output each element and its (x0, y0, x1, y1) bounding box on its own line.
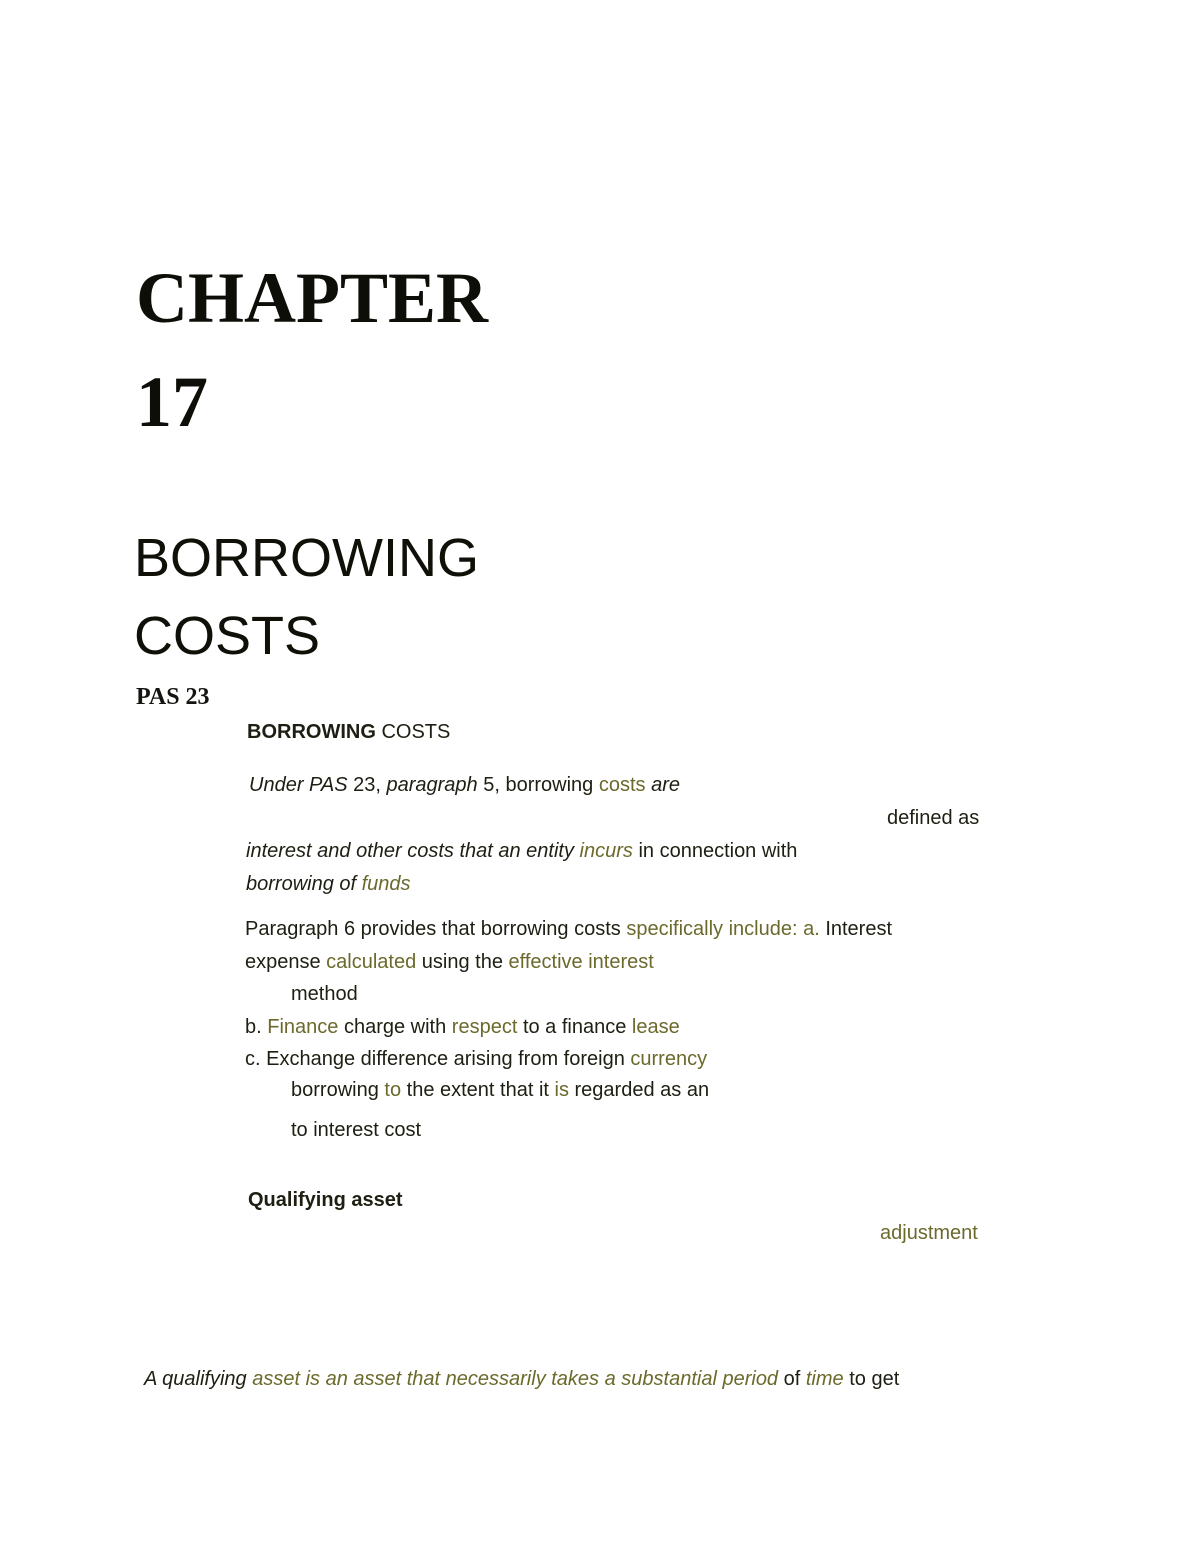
text-span: in connection with (632, 840, 798, 862)
qualifying-asset-heading: Qualifying asset (248, 1189, 403, 1211)
paragraph6-line-3: method (291, 983, 358, 1005)
adjustment-word: adjustment (880, 1222, 978, 1244)
text-span: b. (245, 1016, 268, 1038)
definition-line-1 (249, 773, 680, 797)
text-span: Finance (267, 1016, 339, 1038)
text-span: currency (630, 1048, 708, 1070)
paragraph6-line-6 (291, 1078, 709, 1102)
text-span: respect (451, 1016, 518, 1038)
paragraph6-line-2 (245, 950, 654, 974)
text-span: A qualifying (144, 1368, 253, 1390)
paragraph6-line-1 (245, 917, 892, 941)
qualifying-asset-sentence (144, 1367, 899, 1391)
text-span: interest and other costs that an entity (246, 840, 580, 862)
text-span: regarded as an (568, 1079, 710, 1101)
text-span: to (384, 1079, 402, 1101)
definition-line-3 (246, 839, 797, 863)
text-span: asset is an asset that necessarily takes a substantial period (252, 1368, 779, 1390)
text-span: are (645, 774, 681, 796)
section-heading-rest: COSTS (375, 721, 451, 743)
paragraph6-line-7: to interest cost (291, 1119, 422, 1141)
text-span: the extent that it (401, 1079, 555, 1101)
text-span: borrowing (291, 1079, 385, 1101)
paragraph6-line-5 (245, 1047, 707, 1071)
section-heading-bold: BORROWING (247, 721, 376, 743)
definition-line-4 (246, 872, 411, 896)
text-span: is (554, 1079, 569, 1101)
text-span: effective interest (508, 951, 654, 973)
text-span: specifically include: a. (626, 918, 820, 940)
chapter-title-line-1: BORROWING (134, 528, 479, 588)
text-span: Paragraph 6 provides that borrowing costs (245, 918, 627, 940)
text-span: to get (843, 1368, 900, 1390)
text-span: calculated (326, 951, 417, 973)
chapter-number: 17 (136, 362, 208, 442)
text-span: c. Exchange difference arising from foreign (245, 1048, 631, 1070)
text-span: incurs (579, 840, 633, 862)
text-span: lease (631, 1016, 680, 1038)
chapter-title-line-2: COSTS (134, 606, 321, 666)
text-span: funds (361, 873, 411, 895)
text-span: paragraph (386, 774, 484, 796)
text-span: expense (245, 951, 327, 973)
text-span: 5, borrowing (483, 774, 599, 796)
standard-reference: PAS 23 (136, 684, 210, 710)
text-span: time (805, 1368, 844, 1390)
section-heading (247, 720, 450, 744)
text-span: 23, (353, 774, 387, 796)
definition-line-2: defined as (887, 807, 980, 829)
text-span: of (778, 1368, 806, 1390)
text-span: to a finance (517, 1016, 632, 1038)
text-span: Interest (819, 918, 893, 940)
chapter-label: CHAPTER (136, 258, 489, 338)
text-span: charge with (338, 1016, 452, 1038)
text-span: costs (598, 774, 646, 796)
text-span: Under PAS (249, 774, 354, 796)
text-span: using the (416, 951, 509, 973)
paragraph6-line-4 (245, 1015, 680, 1039)
text-span: borrowing of (246, 873, 362, 895)
